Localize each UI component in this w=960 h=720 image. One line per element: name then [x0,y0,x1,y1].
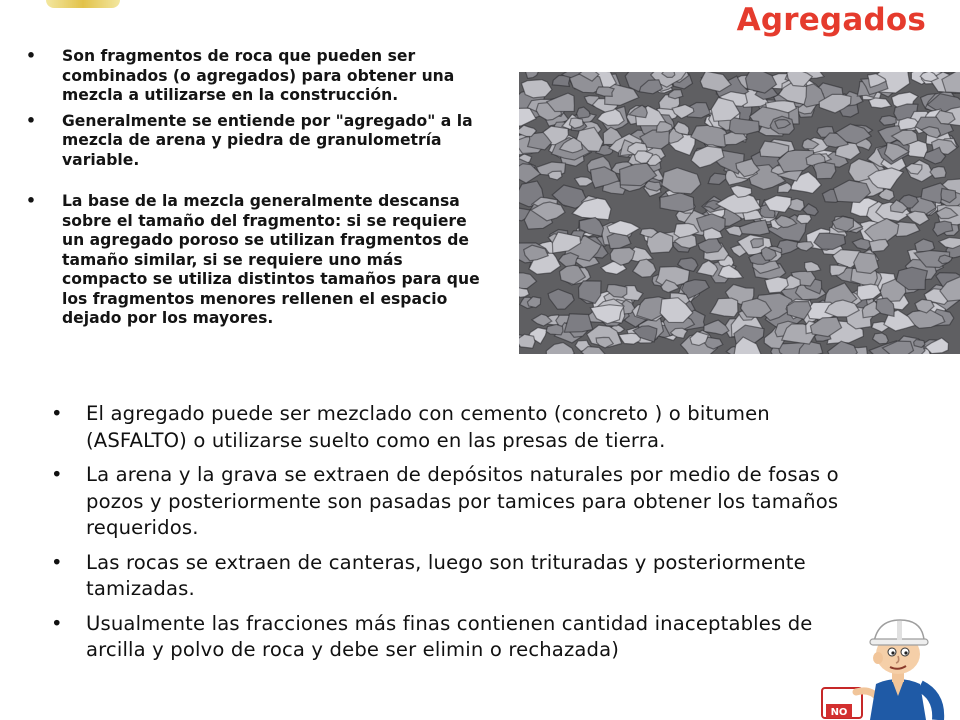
bullet-text: La arena y la grava se extraen de depósitos naturales por medio de fosas o pozos y posteriormente son pasadas por tamices para obtener los tamaños requeridos. [86,463,839,539]
gravel-photo [519,72,960,354]
bullet-icon: • [26,47,36,65]
bullet-item [26,112,488,171]
bullet-text: Usualmente las fracciones más finas contienen cantidad inaceptables de arcilla y polvo de roca y debe ser elimin o rechazada) [86,611,813,661]
bullet-text: Generalmente se entiende por "agregado" a la mezcla de arena y piedra de granulometría variable. [62,111,473,169]
construction-worker-mascot-icon [808,618,960,720]
bullet-icon: • [26,192,36,210]
bullet-text: Son fragmentos de roca que pueden ser combinados (o agregados) para obtener una mezcla a utilizarse en la construcción. [62,47,455,104]
bullet-icon: • [51,402,63,425]
bullet-text: La base de la mezcla generalmente descansa sobre el tamaño del fragmento: si se requiere un agregado poroso se utilizan fragmentos de tamaño similar, si se requiere uno más compacto se utiliza distintos tamaños para que los fragmentos menores rellenen el espacio dejado por los mayores. [62,192,480,327]
bullet-icon: • [26,111,36,130]
slide-title: Agregados [736,2,926,38]
bullet-item [51,550,851,603]
bullet-text: El agregado puede ser mezclado con cemento (concreto ) o bitumen (ASFALTO) o utilizarse suelto como en las presas de tierra. [86,402,770,452]
bullet-icon: • [51,611,63,635]
bullet-item [51,611,851,664]
top-bullet-list [26,47,488,329]
bullet-icon: • [51,550,63,574]
bullet-icon: • [51,463,63,486]
sign-text: NO [830,707,848,718]
bullet-item [26,47,488,106]
bottom-bullet-list [51,401,851,664]
bullet-item [26,192,488,329]
bullet-text: Las rocas se extraen de canteras, luego son trituradas y posteriormente tamizadas. [86,550,806,600]
logo-icon [46,0,120,8]
bullet-item [51,462,851,542]
bullet-item [51,401,851,454]
